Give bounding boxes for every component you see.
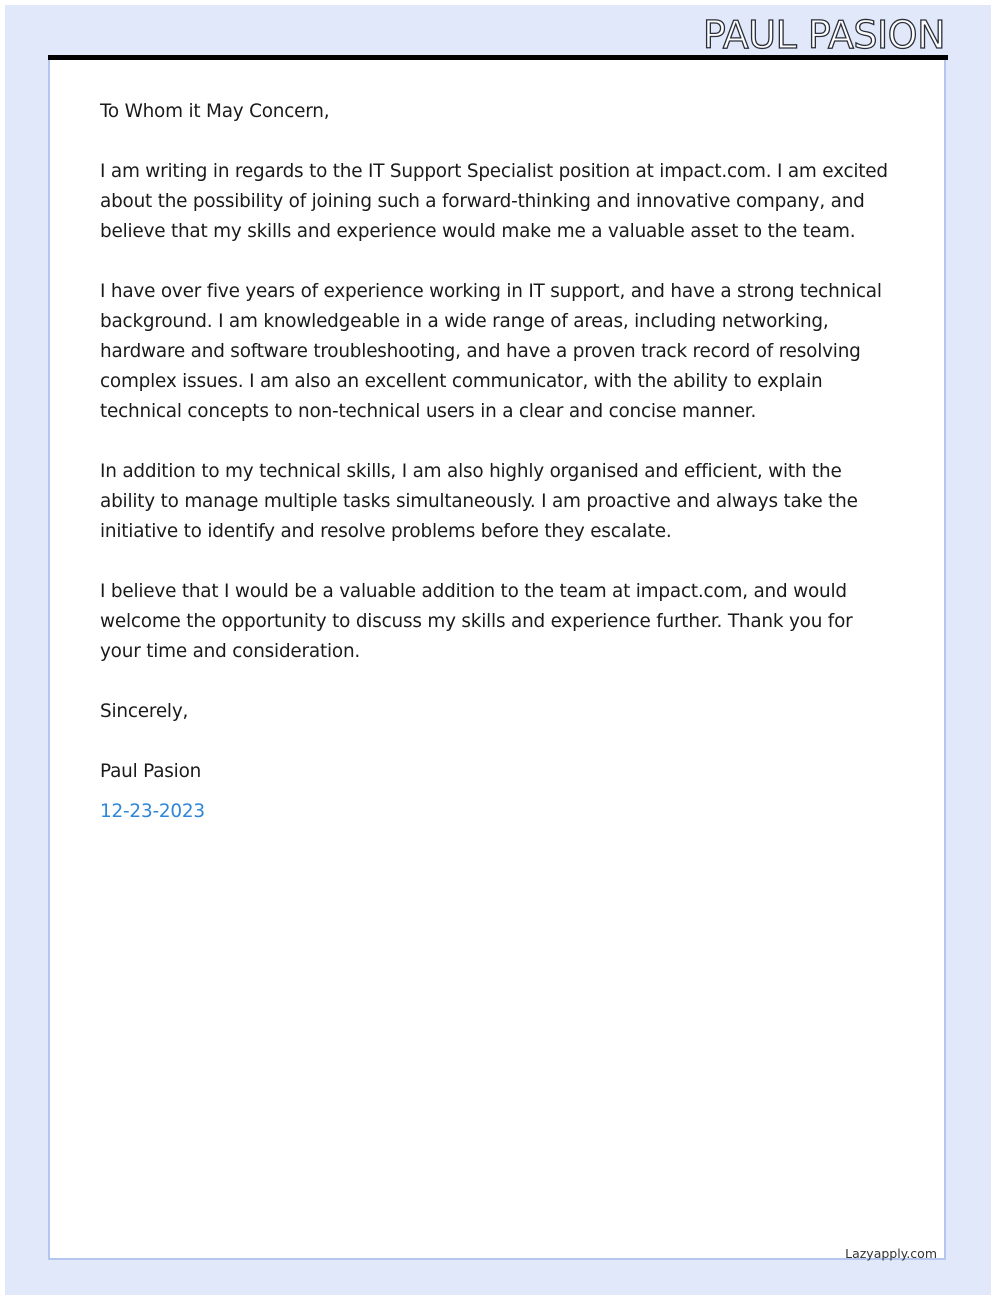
applicant-name-header: PAUL PASION: [702, 13, 945, 57]
cover-letter-body: [100, 97, 890, 827]
paragraph-1: I am writing in regards to the IT Support Specialist position at impact.com. I am excited about the possibility of joining such a forward-thinking and innovative company, and believe that my skills and experience would make me a valuable asset to the team.: [100, 161, 888, 242]
paragraph-2: I have over five years of experience working in IT support, and have a strong technical background. I am knowledgeable in a wide range of areas, including networking, hardware and software troubleshooting, and have a proven track record of resolving complex issues. I am also an excellent communicator, with the ability to explain technical concepts to non-technical users in a clear and concise manner.: [100, 281, 882, 422]
footer-brand: Lazyapply.com: [845, 1246, 937, 1261]
signature-name: Paul Pasion: [100, 761, 202, 782]
paragraph-3: In addition to my technical skills, I am also highly organised and efficient, with the ability to manage multiple tasks simultaneously. I am proactive and always take the initiative to identify and resolve problems before they escalate.: [100, 461, 858, 542]
paragraph-4: I believe that I would be a valuable addition to the team at impact.com, and would welcome the opportunity to discuss my skills and experience further. Thank you for your time and consideration.: [100, 581, 853, 662]
salutation: To Whom it May Concern,: [100, 101, 330, 122]
letter-date: 12-23-2023: [100, 801, 205, 822]
closing: Sincerely,: [100, 701, 189, 722]
